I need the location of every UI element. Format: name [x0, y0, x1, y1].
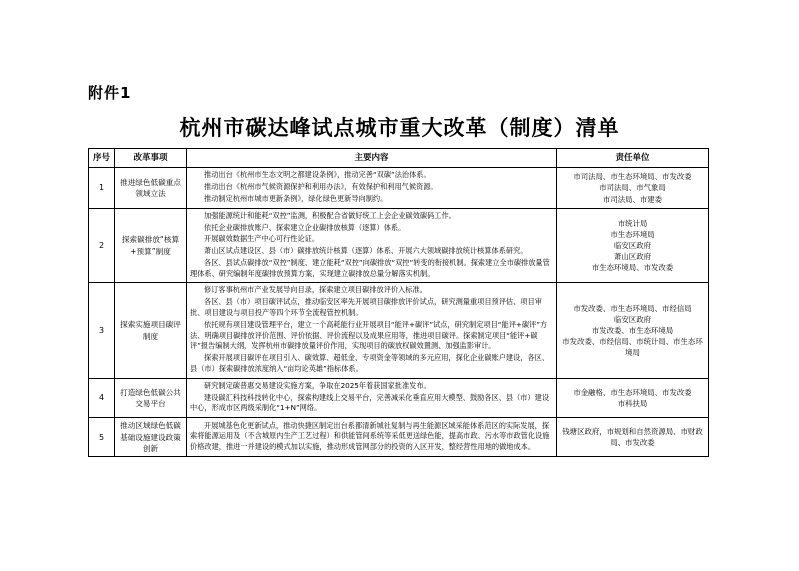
row-item: 推动区域绿色低碳基础设施建设政策创新: [115, 418, 187, 457]
row-main: [187, 378, 557, 417]
row-no: 1: [89, 168, 115, 208]
row-resp-line: 市金融格、市生态环境局、市发改委: [573, 387, 692, 397]
row-item: 推进绿色低碳重点领域立法: [115, 168, 187, 208]
row-main: [187, 418, 557, 457]
row-main: [187, 283, 557, 378]
row-main-line: 萧山区试点建设区、县（市）碳排放统计核算（逐算）体系、开展六大领域碳排放统计核算体系研究。: [204, 246, 528, 256]
row-resp-line: 临安区政府: [614, 315, 651, 324]
column-header-resp: 责任单位: [557, 149, 709, 168]
column-header-main: 主要内容: [187, 149, 557, 168]
row-main-line: 建设碳汇科技科技转化中心，探索构建线上交易平台，完善减采化垂直应用大模型、鼓励各区、县（市）建设中心，形成市区两级采制化“1+N”网络。: [190, 392, 550, 413]
table-header-row: [89, 149, 709, 168]
row-resp-line: 萧山区政府: [614, 252, 651, 262]
table-row: [89, 418, 709, 457]
row-item: 打造绿色低碳公共交易平台: [115, 378, 187, 417]
row-main-line: 加强能源统计和能耗“双控”监测，积极配合省做好统工上会企业碳效碳码工作。: [204, 210, 456, 220]
page-title: 杭州市碳达峰试点城市重大改革（制度）清单: [179, 115, 620, 140]
row-resp: [557, 418, 709, 457]
row-main-line: 各区、县（市）项目碳评试点，推动临安区率先开展项目碳排放评价试点，研究测量重项目预评估、项目审批、项目建设与项目投产等四个环节全流程管控机制。: [190, 297, 542, 318]
row-resp-line: 钱塘区政府，市规划和自然资源局、市财政局、市发改委: [562, 427, 703, 448]
row-no: 5: [89, 418, 115, 457]
row-resp-line: 市司法局、市生态环境局、市发改委: [573, 172, 692, 182]
row-main: [187, 208, 557, 283]
row-main-line: 推动出台《杭州市气候资源保护和利用办法》，有效保护和利用气候资源。: [204, 182, 438, 192]
table-row: [89, 378, 709, 417]
row-main-line: 探索开展项目碳评在项目引入、碳效算、超低金、专项资金等领域的多元应用，探化企业碳账户建设，各区、县（市）探索碳排放浓度纳入“亩均论英雄”指标体系。: [190, 353, 550, 374]
attachment-label: 附件1: [88, 84, 132, 102]
row-main: [187, 168, 557, 208]
row-resp: [557, 168, 709, 208]
row-main-line: 各区、县试点碳排放“双控”制度、建立能耗“双控”向碳排放“双控”转变的衔接机制。探索建立全市碳排放量管理体系、研究编制年度碳排放预算方案，实现建立碳排放总量分解落实机制。: [190, 257, 550, 278]
row-resp-line: 市发改委、市生态环境局、市经信局: [573, 303, 692, 313]
row-resp-line: 市生态环境局、市发改委: [591, 263, 674, 273]
reform-list-table: [88, 148, 709, 457]
row-no: 4: [89, 378, 115, 417]
row-main-line: 开展碳效数据生产中心可行性论证。: [204, 234, 320, 244]
row-resp: [557, 208, 709, 283]
row-resp-line: 市统计局: [617, 218, 648, 228]
row-main-line: 依托规有项目建设管理平台，建立一个高耗能行业开展项目“能评+碳评”试点，研究制定项目“能评+碳评”方法、明确项目碳排放评价范围、评价依据、评价流程以及成果应用等，推进项目碳评。探索制定项目“能评+碳评”报告编制大纲，发挥杭州市碳排放量评价作用，实现项目的碳放权碳效置测、加强监影审计。: [190, 319, 548, 351]
row-resp-line: 市司法局、市气象局: [599, 183, 666, 193]
row-resp-line: 临安区政府: [614, 241, 651, 251]
row-item: 探索碳排放“核算+预算”制度: [115, 208, 187, 283]
column-header-item: 改革事项: [115, 149, 187, 168]
column-header-no: 序号: [89, 149, 115, 168]
table-row: [89, 283, 709, 378]
row-main-line: 推动制定杭州市城市更新条例》，绿化绿色更新导向制约。: [204, 193, 388, 203]
row-resp: [557, 378, 709, 417]
row-item: 探索实施项目碳评制度: [115, 283, 187, 378]
table-row: [89, 168, 709, 208]
row-resp: [557, 283, 709, 378]
row-resp-line: 市科扶局: [617, 399, 648, 409]
row-resp-line: 市发改委、市生态环境局: [591, 326, 674, 336]
row-resp-line: 市生态环境局: [610, 229, 655, 239]
row-main-line: 开展城基色化更新试点，推动快捷区制定出台系都清新城社复制与再生能源区域采能体系范区的实际发展，探索将能源运用及（不含城原内生产工艺过程）和供能管间系统等采低更送绿色能，提高市政、污水等市政管化设施价格改建，推进一并建设的模式加以实施，推动形成管网部分的投资的入区开发，整经营性用地的做地成本。: [190, 420, 550, 452]
row-no: 2: [89, 208, 115, 283]
row-main-line: 修订客事杭州市产业发展导向目录，探索建立项目碳排放评价入标准。: [204, 285, 427, 295]
row-no: 3: [89, 283, 115, 378]
row-main-line: 推动出台《杭州市生态文明之都建设条例》，推动完善“双碳”法治体系。: [204, 170, 431, 180]
table-row: [89, 208, 709, 283]
row-resp-line: 市司法局、市建委: [602, 194, 663, 204]
row-main-line: 依托企业碳排放账户、探索建立企业碳排放核算（逐算）体系。: [204, 222, 406, 232]
row-main-line: 研究制定碳普惠交易建设实施方案，争取在2025年着获国家批准发布。: [204, 380, 431, 390]
row-resp-line: 市发改委、市经信局、市统计局、市生态环境局: [562, 337, 703, 358]
